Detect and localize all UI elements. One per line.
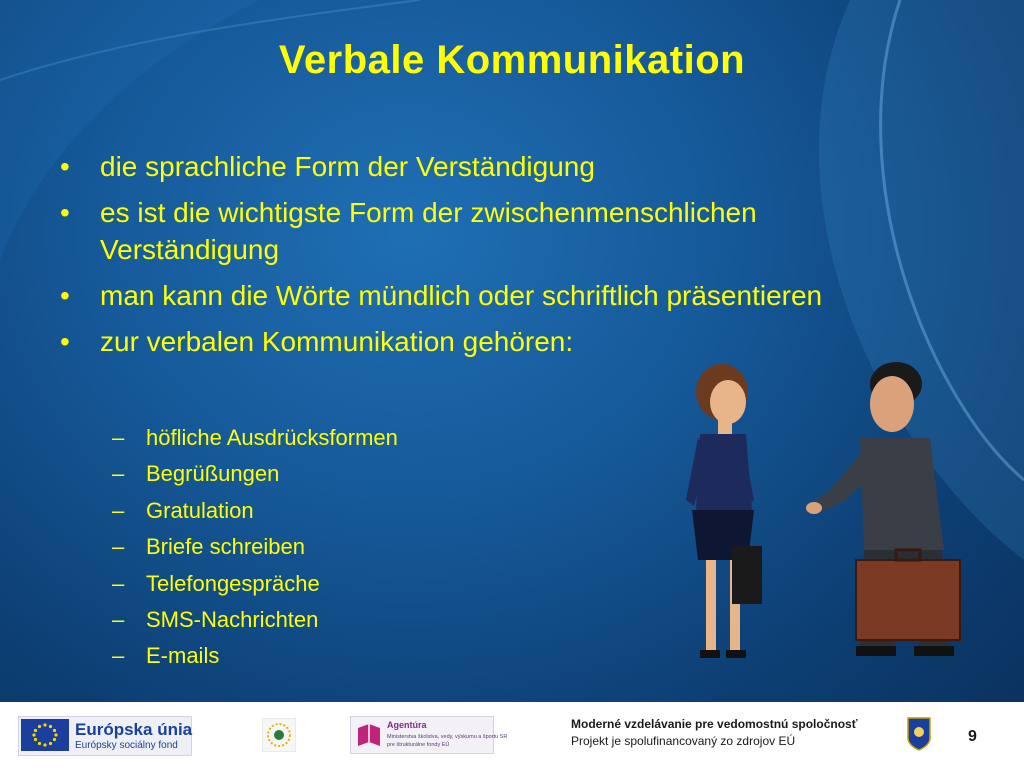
- project-info: [571, 716, 857, 750]
- bullet-list: [60, 148, 940, 369]
- agency-book-icon: [354, 720, 384, 750]
- sub-item: – SMS-Nachrichten: [112, 602, 398, 638]
- eu-subtitle: Európsky sociálny fond: [75, 740, 178, 751]
- project-title: Moderné vzdelávanie pre vedomostnú spoločnosť: [571, 717, 858, 731]
- agency-name: Agentúra: [387, 720, 427, 730]
- slide-title: Verbale Kommunikation: [278, 38, 746, 82]
- bullet-item: • die sprachliche Form der Verständigung: [60, 148, 940, 185]
- sub-item: – Begrüßungen: [112, 456, 398, 492]
- esf-stars-logo-icon: [262, 718, 296, 752]
- sub-list: [112, 420, 398, 675]
- bullet-item: • zur verbalen Kommunikation gehören:: [60, 323, 940, 360]
- eu-title: Európska únia: [75, 720, 193, 739]
- project-funding: Projekt je spolufinancovaný zo zdrojov EÚ: [571, 734, 796, 748]
- bullet-item: • es ist die wichtigste Form der zwischenmenschlichen Verständigung: [60, 194, 940, 268]
- eu-logo: [18, 716, 192, 756]
- page-number: 9: [968, 728, 977, 745]
- sub-item: – Gratulation: [112, 493, 398, 529]
- sub-item: – höfliche Ausdrücksformen: [112, 420, 398, 456]
- footer-bar: [0, 702, 1024, 768]
- agency-logo: [350, 716, 508, 754]
- greeting-figures-illustration: [650, 350, 980, 680]
- agency-line-2: pre štrukturálne fondy EÚ: [387, 742, 450, 748]
- agency-line-1: Ministerstva školstva, vedy, výskumu a športu SR: [387, 734, 508, 740]
- sub-item: – Briefe schreiben: [112, 529, 398, 565]
- sub-item: – Telefongespräche: [112, 566, 398, 602]
- man-figure: [806, 362, 960, 656]
- school-crest-icon: [906, 716, 932, 752]
- bullet-item: • man kann die Wörte mündlich oder schriftlich präsentieren: [60, 277, 940, 314]
- woman-figure: [686, 364, 762, 658]
- eu-flag-icon: [21, 719, 69, 751]
- sub-item: – E-mails: [112, 638, 398, 674]
